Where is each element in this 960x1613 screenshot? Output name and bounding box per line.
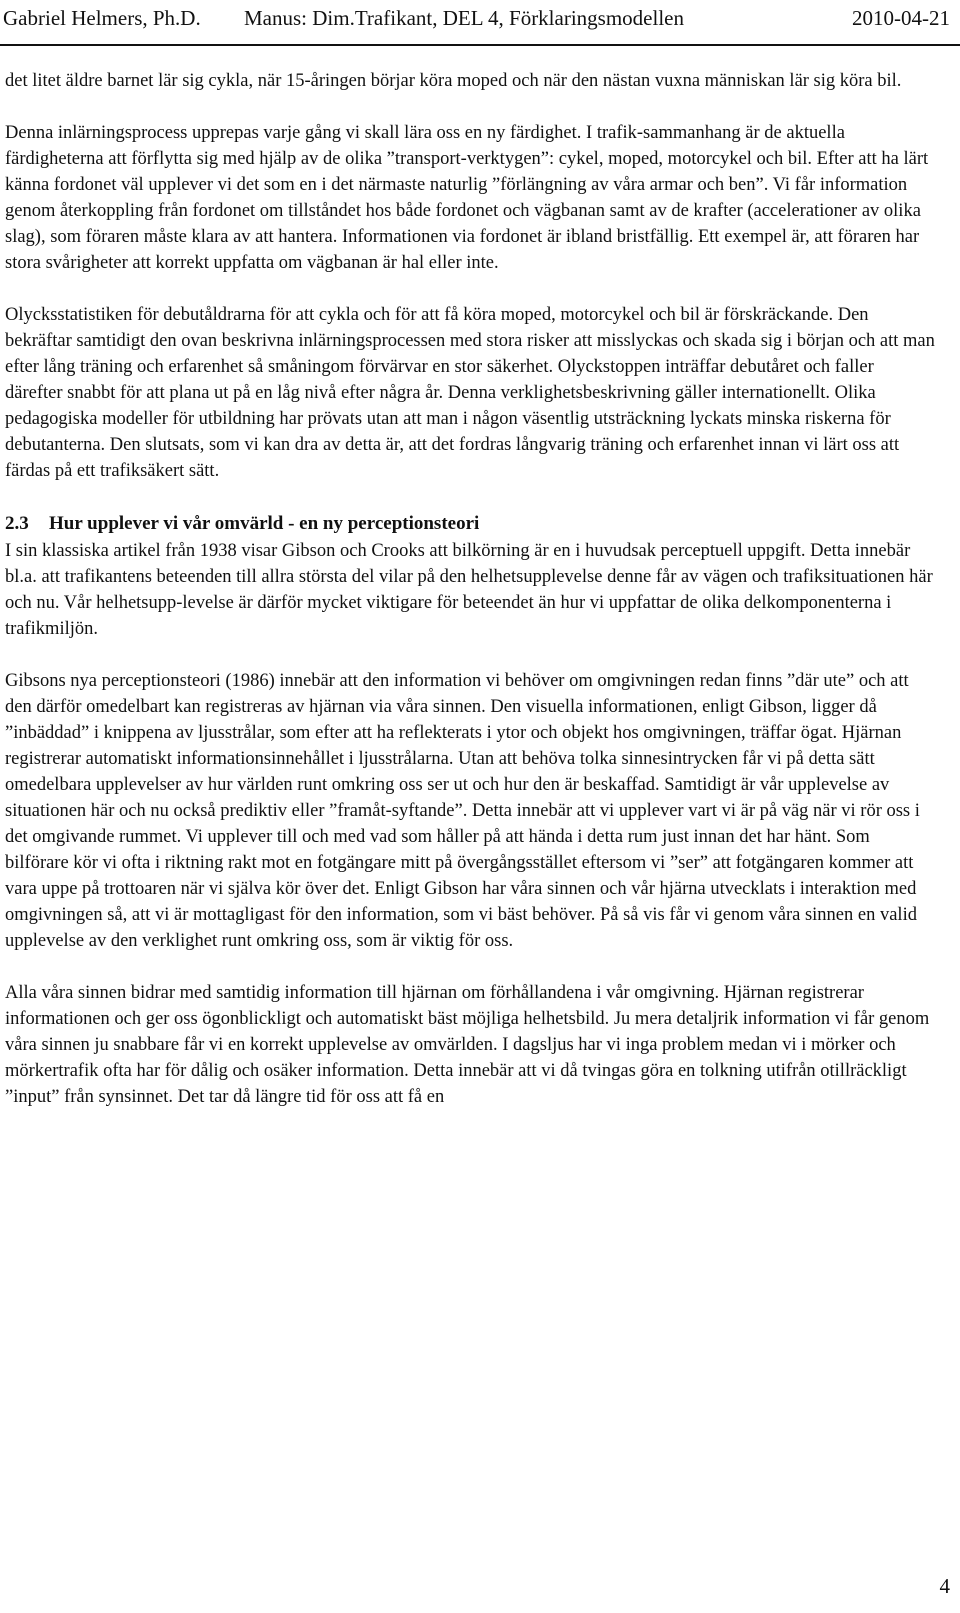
header-manuscript: Manus: Dim.Trafikant, DEL 4, Förklaringsmodellen: [244, 6, 684, 30]
paragraph: I sin klassiska artikel från 1938 visar Gibson och Crooks att bilkörning är en i huvudsak perceptuell uppgift. Detta innebär bl.a. att trafikantens beteenden till allra största del vilar på den helhetsupplevelse denne får av vägen och trafiksituationen här och nu. Vår helhetsupp-levelse är därför mycket viktigare för beteendet än hur vi uppfattar de olika delkomponenterna i trafikmiljön.: [5, 541, 933, 639]
document-body: [5, 68, 935, 1136]
section-title: Hur upplever vi vår omvärld - en ny perceptionsteori: [49, 513, 480, 534]
paragraph: Gibsons nya perceptionsteori (1986) innebär att den information vi behöver om omgivningen redan finns ”där ute” och att den därför omedelbart kan registreras av hjärnan via våra sinnen. Den visuella informationen, enligt Gibson, ligger då ”inbäddad” i knippena av ljusstrålar, som efter att ha reflekterats i ytor och objekt hos omgivningen, träffar ögat. Hjärnan registrerar automatiskt informationsinnehållet i ljusstrålarna. Utan att behöva tolka sinnesintrycken får vi på detta sätt omedelbara upplevelser av hur världen runt omkring oss ser ut och hur den är beskaffad. Samtidigt är vår upplevelse av situationen här och nu också prediktiv eller ”framåt-syftande”. Detta innebär att vi upplever vart vi är på väg när vi rör oss i det omgivande rummet. Vi upplever till och med vad som håller på att hända i detta rum just innan det har hänt. Som bilförare kör vi ofta i riktning rakt mot en fotgängare mitt på övergångsstället eftersom vi ”ser” att fotgängaren kommer att vara uppe på trottoaren när vi själva kör över det. Enligt Gibson har våra sinnen och vår hjärna utvecklats i interaktion med omgivningen så, att vi är mottagligast för den information, som vi bäst behöver. På så vis får vi genom våra sinnen en valid upplevelse av den verklighet runt omkring oss, som är viktig för oss.: [5, 671, 920, 951]
page-number: 4: [939, 1574, 950, 1598]
section-heading: [5, 510, 935, 538]
section-number: 2.3: [5, 513, 29, 534]
paragraph: Olycksstatistiken för debutåldrarna för att cykla och för att få köra moped, motorcykel och bil är förskräckande. Den bekräftar samtidigt den ovan beskrivna inlärningsprocessen med stora risker att misslyckas och skada sig i början och att man efter lång träning och erfarenhet så småningom förvärvar en stor säkerhet. Olyckstoppen inträffar debutåret och faller därefter snabbt för att plana ut på en låg nivå efter några år. Denna verklighetsbeskrivning gäller internationellt. Olika pedagogiska modeller för utbildning har prövats utan att man i någon väsentlig utsträckning lyckats minska riskerna för debutanterna. Den slutsats, som vi kan dra av detta är, att det fordras långvarig träning och erfarenhet innan vi lärt oss att färdas på ett trafiksäkert sätt.: [5, 305, 935, 481]
paragraph: Alla våra sinnen bidrar med samtidig information till hjärnan om förhållandena i vår omgivning. Hjärnan registrerar informationen och ger oss ögonblickligt och automatiskt bäst möjliga helhetsbild. Ju mera detaljrik information vi får genom våra sinnen ju snabbare får vi en korrekt upplevelse av omvärlden. I dagsljus har vi inga problem medan vi i mörker och mörkertrafik ofta har för dålig och osäker information. Detta innebär att vi då tvingas göra en tolkning utifrån otillräckligt ”input” från synsinnet. Det tar då längre tid för oss att få en: [5, 983, 930, 1107]
paragraph: Denna inlärningsprocess upprepas varje gång vi skall lära oss en ny färdighet. I trafik-sammanhang är de aktuella färdigheterna att förflytta sig med hjälp av de olika ”transport-verktygen”: cykel, moped, motorcykel och bil. Efter att ha lärt känna fordonet väl upplever vi det som en i det närmaste naturlig ”förlängning av våra armar och ben”. Vi får information genom återkoppling från fordonet om tillståndet hos både fordonet och vägbanan samt av de krafter (accelerationer av olika slag), som föraren måste klara av att hantera. Informationen via fordonet är ibland bristfällig. Ett exempel är, att föraren har stora svårigheter att korrekt uppfatta om vägbanan är hal eller inte.: [5, 123, 929, 273]
header-date: 2010-04-21: [852, 6, 950, 30]
running-header: [0, 0, 960, 46]
paragraph: det litet äldre barnet lär sig cykla, när 15-åringen börjar köra moped och när den nästan vuxna människan lär sig köra bil.: [5, 71, 902, 91]
header-author: Gabriel Helmers, Ph.D.: [3, 6, 201, 30]
